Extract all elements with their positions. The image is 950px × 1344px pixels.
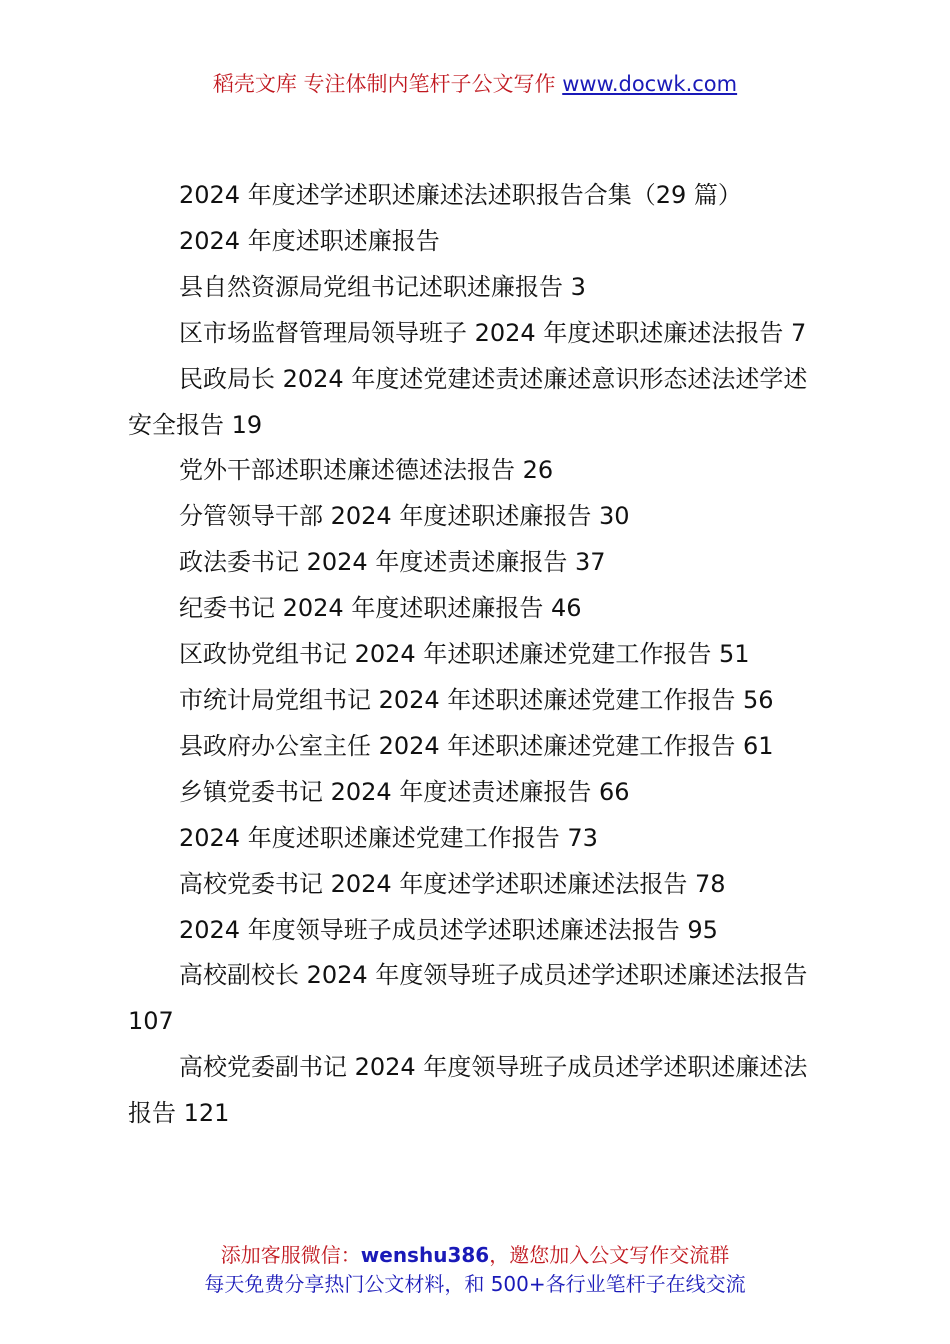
toc-item: 高校党委书记 2024 年度述学述职述廉述法报告 78 <box>179 869 726 898</box>
toc-item: 政法委书记 2024 年度述责述廉报告 37 <box>179 548 606 577</box>
toc-item: 区市场监督管理局领导班子 2024 年度述职述廉述法报告 7 <box>179 318 807 347</box>
footer-prefix: 添加客服微信： <box>220 1243 361 1267</box>
toc-item: 2024 年度述职述廉报告 <box>179 226 440 255</box>
toc-title: 2024 年度述学述职述廉述法述职报告合集（29 篇） <box>179 181 742 209</box>
toc-item: 2024 年度领导班子成员述学述职述廉述法报告 95 <box>179 915 718 944</box>
toc-item: 党外干部述职述廉述德述法报告 26 <box>179 456 554 485</box>
toc-item: 高校党委副书记 2024 年度领导班子成员述学述职述廉述法报告 121 <box>128 1053 808 1128</box>
toc-item: 区政协党组书记 2024 年述职述廉述党建工作报告 51 <box>179 640 750 669</box>
wechat-id: wenshu386 <box>360 1243 490 1267</box>
page-footer <box>0 1241 950 1299</box>
footer-suffix: ，邀您加入公文写作交流群 <box>489 1243 730 1267</box>
footer-line-promo: 每天免费分享热门公文材料，和 500+各行业笔杆子在线交流 <box>204 1272 746 1296</box>
toc-item: 高校副校长 2024 年度领导班子成员述学述职述廉述法报告 107 <box>128 961 808 1036</box>
site-link[interactable]: www.docwk.com <box>562 72 738 96</box>
footer-line-contact <box>0 1241 950 1270</box>
toc-item: 县政府办公室主任 2024 年述职述廉述党建工作报告 61 <box>179 731 774 760</box>
toc-item: 分管领导干部 2024 年度述职述廉报告 30 <box>179 502 630 531</box>
toc-item: 民政局长 2024 年度述党建述责述廉述意识形态述法述学述安全报告 19 <box>128 364 808 439</box>
toc-item: 2024 年度述职述廉述党建工作报告 73 <box>179 823 598 852</box>
toc-item: 市统计局党组书记 2024 年述职述廉述党建工作报告 56 <box>179 685 774 714</box>
toc-item: 县自然资源局党组书记述职述廉报告 3 <box>179 272 586 301</box>
table-of-contents <box>128 173 828 1137</box>
page-header <box>0 70 950 98</box>
brand-text: 稻壳文库 专注体制内笔杆子公文写作 <box>212 72 563 96</box>
toc-item: 纪委书记 2024 年度述职述廉报告 46 <box>179 594 582 623</box>
toc-item: 乡镇党委书记 2024 年度述责述廉报告 66 <box>179 777 630 806</box>
